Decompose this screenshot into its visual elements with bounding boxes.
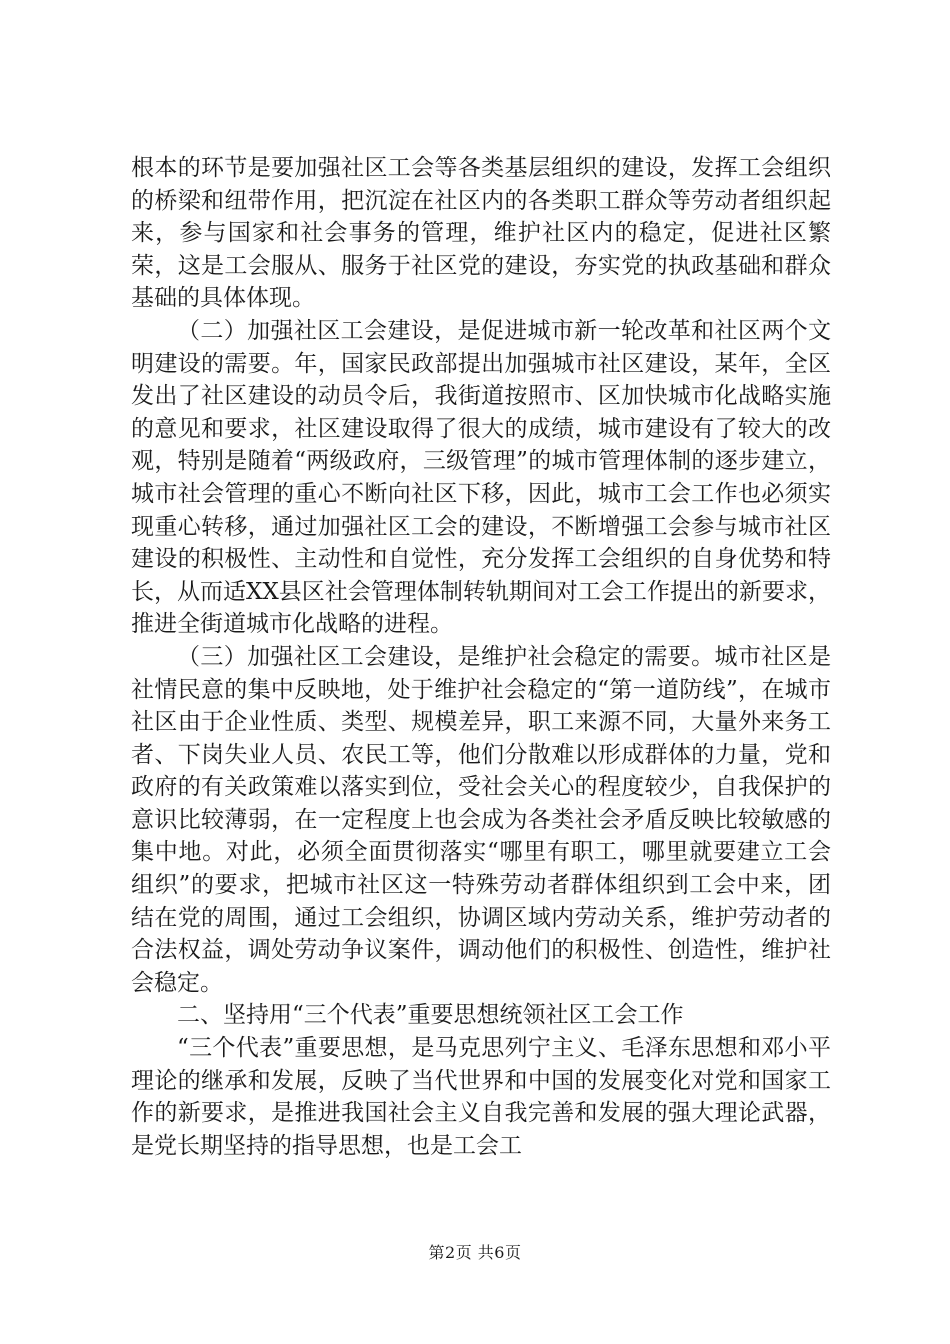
document-body bbox=[131, 152, 831, 1162]
page-number-footer: 第2页 共6页 bbox=[428, 1243, 522, 1262]
section-heading: 二、坚持用“三个代表”重要思想统领社区工会工作 bbox=[177, 1002, 684, 1029]
paragraph-continuation: 根本的环节是要加强社区工会等各类基层组织的建设，发挥工会组织的桥梁和纽带作用，把沉淀在社区内的各类职工群众等劳动者组织起来，参与国家和社会事务的管理，维护社区内的稳定，促进社区繁荣，这是工会服从、服务于社区党的建设，夯实党的执政基础和群众基础的具体体现。 bbox=[131, 155, 831, 312]
paragraph-three-represents: “三个代表”重要思想，是马克思列宁主义、毛泽东思想和邓小平理论的继承和发展，反映了当代世界和中国的发展变化对党和国家工作的新要求，是推进我国社会主义自我完善和发展的强大理论武器，是党长期坚持的指导思想，也是工会工 bbox=[131, 1035, 831, 1159]
paragraph-section-three: （三）加强社区工会建设，是维护社会稳定的需要。城市社区是社情民意的集中反映地，处于维护社会稳定的“第一道防线”，在城市社区由于企业性质、类型、规模差异，职工来源不同，大量外来务工者、下岗失业人员、农民工等，他们分散难以形成群体的力量，党和政府的有关政策难以落实到位，受社会关心的程度较少，自我保护的意识比较薄弱，在一定程度上也会成为各类社会矛盾反映比较敏感的集中地。对此，必须全面贯彻落实“哪里有职工，哪里就要建立工会组织”的要求，把城市社区这一特殊劳动者群体组织到工会中来，团结在党的周围，通过工会组织，协调区域内劳动关系，维护劳动者的合法权益，调处劳动争议案件，调动他们的积极性、创造性，维护社会稳定。 bbox=[131, 643, 831, 996]
paragraph-section-two: （二）加强社区工会建设，是促进城市新一轮改革和社区两个文明建设的需要。年，国家民政部提出加强城市社区建设，某年，全区发出了社区建设的动员令后，我街道按照市、区加快城市化战略实施的意见和要求，社区建设取得了很大的成绩，城市建设有了较大的改观，特别是随着“两级政府，三级管理”的城市管理体制的逐步建立，城市社会管理的重心不断向社区下移，因此，城市工会工作也必须实现重心转移，通过加强社区工会的建设，不断增强工会参与城市社区建设的积极性、主动性和自觉性，充分发挥工会组织的自身优势和特长，从而适XX县区社会管理体制转轨期间对工会工作提出的新要求，推进全街道城市化战略的进程。 bbox=[131, 317, 831, 638]
